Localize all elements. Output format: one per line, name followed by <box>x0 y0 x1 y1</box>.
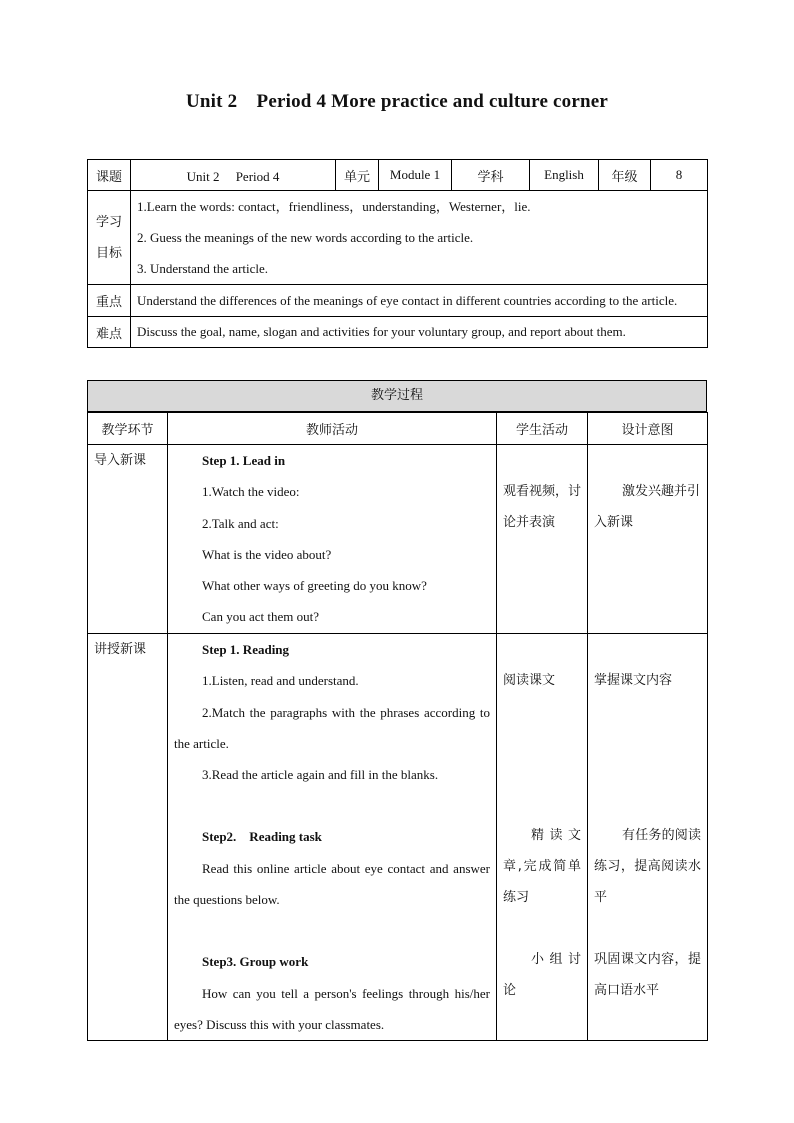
objectives-label <box>88 191 131 285</box>
info-row-key <box>88 285 708 317</box>
lesson-info-table <box>87 159 708 348</box>
teacher-activity-lead-in <box>168 445 497 634</box>
lead-in-line-4: What is the video about? <box>202 546 332 562</box>
intent-2: 有任务的阅读练习，提高阅读水平 <box>594 828 701 905</box>
student-activity-lead-in <box>497 445 588 634</box>
unit-value: Module 1 <box>379 160 452 191</box>
key-value: Understand the differences of the meanings of eye contact in different countries according to the article. <box>131 285 708 317</box>
subject-label: 学科 <box>452 160 530 191</box>
step1-item-1: 1.Listen, read and understand. <box>202 673 359 689</box>
difficulty-label: 难点 <box>88 317 131 348</box>
step1-item-2: 2.Match the paragraphs with the phrases according to the article. <box>174 704 490 751</box>
objective-2: 2. Guess the meanings of the new words according to the article. <box>137 230 474 245</box>
intent-3: 巩固课文内容，提高口语水平 <box>594 952 701 998</box>
stage-lead-in: 导入新课 <box>88 445 168 634</box>
stage-new-lesson: 讲授新课 <box>88 634 168 1041</box>
student-activity-lead-in-text: 观看视频，讨论并表演 <box>503 484 582 530</box>
info-row-difficulty <box>88 317 708 348</box>
info-row-topic <box>88 160 708 191</box>
step2-text: Read this online article about eye contact and answer the questions below. <box>174 860 490 908</box>
teacher-activity-new-lesson <box>168 634 497 1041</box>
column-teacher: 教师活动 <box>168 413 497 445</box>
lead-in-line-3: 2.Talk and act: <box>202 515 279 531</box>
student-activity-3: 小组讨论 <box>503 952 581 998</box>
objective-3: 3. Understand the article. <box>137 261 269 276</box>
objective-1: 1.Learn the words: contact，friendliness，understanding，Westerner，lie. <box>137 199 531 214</box>
grade-label: 年级 <box>599 160 651 191</box>
process-header: 教学过程 <box>87 380 707 412</box>
key-label: 重点 <box>88 285 131 317</box>
topic-label: 课题 <box>88 160 131 191</box>
step1-title: Step 1. Reading <box>202 642 290 657</box>
intent-lead-in-text: 激发兴趣并引入新课 <box>594 484 701 530</box>
topic-value: Unit 2 Period 4 <box>131 160 336 191</box>
intent-lead-in <box>588 445 708 634</box>
lead-in-line-5: What other ways of greeting do you know? <box>202 578 427 594</box>
objectives-label-line-1: 学习 <box>95 214 122 230</box>
page-title: Unit 2 Period 4 More practice and culture corner <box>185 91 609 112</box>
difficulty-value: Discuss the goal, name, slogan and activities for your voluntary group, and report about them. <box>131 317 708 348</box>
lead-in-line-2: 1.Watch the video: <box>202 484 300 500</box>
objectives-value <box>131 191 708 285</box>
grade-value: 8 <box>651 160 708 191</box>
student-activity-1: 阅读课文 <box>503 673 556 688</box>
process-row-lead-in <box>88 445 708 634</box>
objectives-label-line-2: 目标 <box>95 245 122 261</box>
intent-new-lesson <box>588 634 708 1041</box>
student-activity-2: 精读文章,完成简单练习 <box>503 828 581 905</box>
process-column-headers <box>88 413 708 445</box>
unit-label: 单元 <box>336 160 379 191</box>
student-activity-new-lesson <box>497 634 588 1041</box>
step3-text: How can you tell a person's feelings through his/her eyes? Discuss this with your classmates. <box>174 985 490 1032</box>
lead-in-line-1: Step 1. Lead in <box>202 453 286 468</box>
intent-1: 掌握课文内容 <box>594 673 673 688</box>
process-row-new-lesson <box>88 634 708 1041</box>
column-stage: 教学环节 <box>88 413 168 445</box>
info-row-objectives <box>88 191 708 285</box>
lead-in-line-6: Can you act them out? <box>202 609 319 625</box>
step2-title: Step2. Reading task <box>202 829 322 845</box>
step3-title: Step3. Group work <box>202 954 309 970</box>
column-student: 学生活动 <box>497 413 588 445</box>
column-intent: 设计意图 <box>588 413 708 445</box>
subject-value: English <box>530 160 599 191</box>
process-table <box>87 412 708 1041</box>
step1-item-3: 3.Read the article again and fill in the blanks. <box>202 767 439 783</box>
